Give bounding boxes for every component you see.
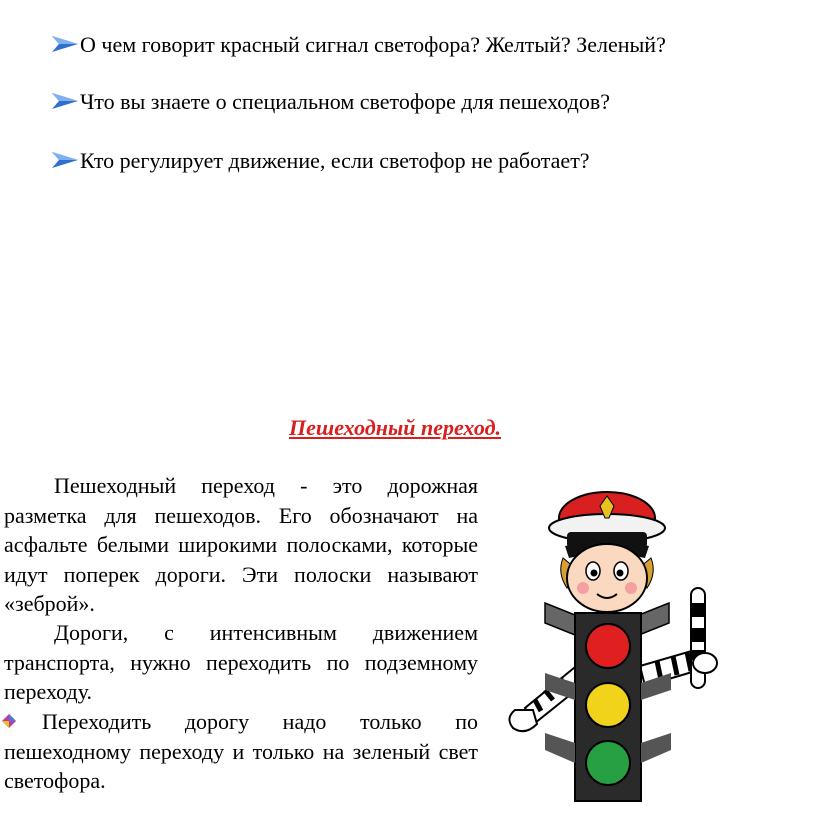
question-text: О чем говорит красный сигнал светофора? Желтый? Зеленый? bbox=[80, 32, 666, 57]
arrow-bullet-icon bbox=[50, 150, 80, 170]
question-text: Что вы знаете о специальном светофоре для пешеходов? bbox=[80, 89, 611, 114]
paragraph-underground: Дороги, с интенсивным движением транспорта, нужно переходить по подземному переходу. bbox=[4, 620, 478, 704]
paragraph-zebra: Пешеходный переход - это дорожная разметка для пешеходов. Его обозначают на асфальте белыми широкими полосками, которые идут поперек дороги. Эти полоски называют «зеброй». bbox=[4, 473, 478, 616]
arrow-bullet-icon bbox=[50, 91, 80, 111]
question-text: Кто регулирует движение, если светофор не работает? bbox=[80, 148, 590, 173]
section-title: Пешеходный переход. bbox=[288, 415, 502, 440]
paragraph-green-light: Переходить дорогу надо только по пешеходному переходу и только на зеленый свет светофора. bbox=[4, 709, 478, 793]
arrow-bullet-icon bbox=[50, 34, 80, 54]
traffic-light-officer-icon bbox=[505, 478, 735, 803]
